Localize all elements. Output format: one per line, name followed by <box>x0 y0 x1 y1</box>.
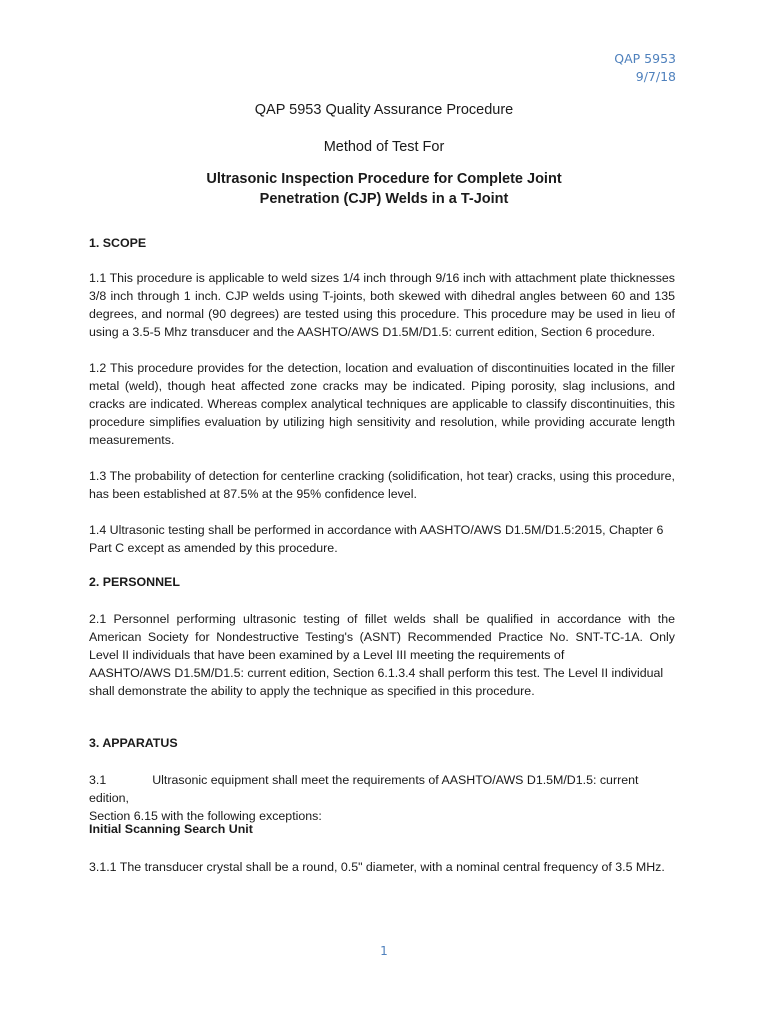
paragraph-1-3: 1.3 The probability of detection for centerline cracking (solidification, hot tear) cracks, using this procedure, has been established at 87.5% at the 95% confidence level. <box>89 469 675 501</box>
document-code: QAP 5953 <box>614 51 676 66</box>
document-date: 9/7/18 <box>635 69 676 84</box>
document-title: QAP 5953 Quality Assurance Procedure <box>254 102 514 118</box>
paragraph-1-2: 1.2 This procedure provides for the detection, location and evaluation of discontinuities located in the filler metal (weld), though heat affected zone cracks may be indicated. Piping porosity, slag inclusions, and cracks are indicated. Whereas complex analytical techniques are applicable to classify discontinuities, this procedure simplifies evaluation by utilizing high sensitivity and resolution, while providing accurate length measurements. <box>89 361 675 447</box>
paragraph-3-1-1: 3.1.1 The transducer crystal shall be a round, 0.5" diameter, with a nominal central frequency of 3.5 MHz. <box>89 860 665 874</box>
document-reference <box>614 50 676 86</box>
paragraph-3-1-number: 3.1 <box>89 773 107 787</box>
subheading-initial-scanning-search-unit: Initial Scanning Search Unit <box>89 822 253 836</box>
paragraph-3-1-text: Ultrasonic equipment shall meet the requirements of AASHTO/AWS D1.5M/D1.5: current edition, <box>89 773 639 805</box>
paragraph-2-1-part2: AASHTO/AWS D1.5M/D1.5: current edition, Section 6.1.3.4 shall perform this test. The Level II individual shall demonstrate the ability to apply the technique as specified in this procedure. <box>89 666 664 698</box>
paragraph-3-1-line-2: Section 6.15 with the following exceptions: <box>89 809 322 823</box>
document-method-line: Method of Test For <box>323 139 445 155</box>
paragraph-2-1-part1: 2.1 Personnel performing ultrasonic testing of fillet welds shall be qualified in accordance with the American Society for Nondestructive Testing's (ASNT) Recommended Practice No. SNT-TC-1A. Only Level II individuals that have been examined by a Level III meeting the requirements of <box>89 612 675 662</box>
page-number: 1 <box>380 944 388 958</box>
paragraph-1-1: 1.1 This procedure is applicable to weld sizes 1/4 inch through 9/16 inch with attachment plate thicknesses 3/8 inch through 1 inch. CJP welds using T-joints, both skewed with dihedral angles between 60 and 135 degrees, and normal (90 degrees) are tested using this procedure. This procedure may be used in lieu of using a 3.5-5 Mhz transducer and the AASHTO/AWS D1.5M/D1.5: current edition, Section 6 procedure. <box>89 271 675 339</box>
paragraph-3-1 <box>89 771 675 825</box>
subtitle-line-1: Ultrasonic Inspection Procedure for Complete Joint <box>206 171 562 187</box>
paragraph-1-4: 1.4 Ultrasonic testing shall be performed in accordance with AASHTO/AWS D1.5M/D1.5:2015, Chapter 6 Part C except as amended by this procedure. <box>89 523 664 555</box>
subtitle-line-2: Penetration (CJP) Welds in a T-Joint <box>259 191 509 207</box>
paragraph-3-1-line-1 <box>89 771 675 807</box>
section-heading-personnel: 2. PERSONNEL <box>89 575 180 589</box>
section-heading-apparatus: 3. APPARATUS <box>89 736 178 750</box>
document-subtitle <box>0 169 768 209</box>
section-heading-scope: 1. SCOPE <box>89 236 147 250</box>
